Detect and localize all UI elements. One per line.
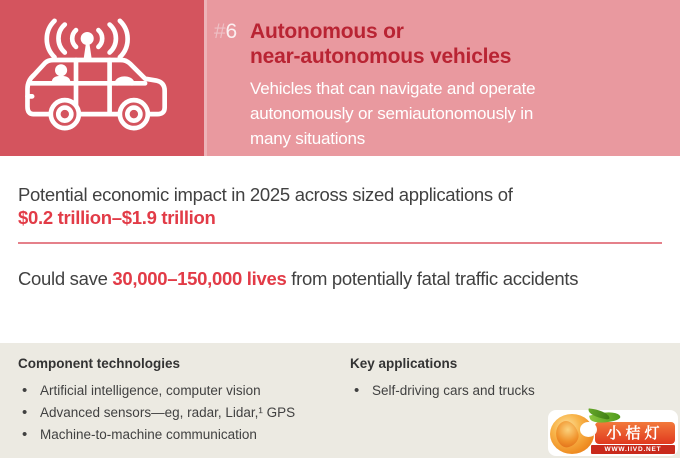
component-technologies-heading: Component technologies [18,356,180,371]
divider-rule [18,242,662,244]
list-item: • Advanced sensors—eg, radar, Lidar,¹ GPS [18,402,350,424]
impact-range: $0.2 trillion–$1.9 trillion [18,207,216,228]
header [0,0,680,156]
key-applications-heading: Key applications [350,356,458,371]
driver-icon [52,64,71,82]
component-technologies [18,355,350,458]
page-title: Autonomous or near-autonomous vehicles [250,20,512,68]
list-item: • Machine-to-machine communication [18,424,350,446]
component-technologies-list [18,380,350,446]
lives-highlight: 30,000–150,000 lives [112,268,287,289]
subtitle: Vehicles that can navigate and operate autonomously or semiautonomously in many situations [250,79,536,148]
impact-section [0,156,680,343]
watermark-url: WWW.IIVD.NET [591,445,675,454]
connected-car-icon [20,18,188,135]
fruit-highlight-icon [580,422,597,437]
impact-statement: Potential economic impact in 2025 across sized applications of $0.2 trillion–$1.9 trillion [18,184,513,228]
radio-wave-icon [72,30,76,47]
watermark-logo [548,410,678,456]
list-item: • Artificial intelligence, computer vision [18,380,350,402]
icon-panel [0,0,204,156]
watermark-name: 小桔灯 [595,422,675,444]
details-section [0,343,680,458]
key-applications-list [350,380,680,402]
antenna-icon [81,32,94,45]
list-item: • Self-driving cars and trucks [350,380,680,402]
lives-statement: Could save 30,000–150,000 lives from potentially fatal traffic accidents [18,268,579,289]
title-panel [207,0,680,156]
trend-number: #6 [214,20,237,43]
